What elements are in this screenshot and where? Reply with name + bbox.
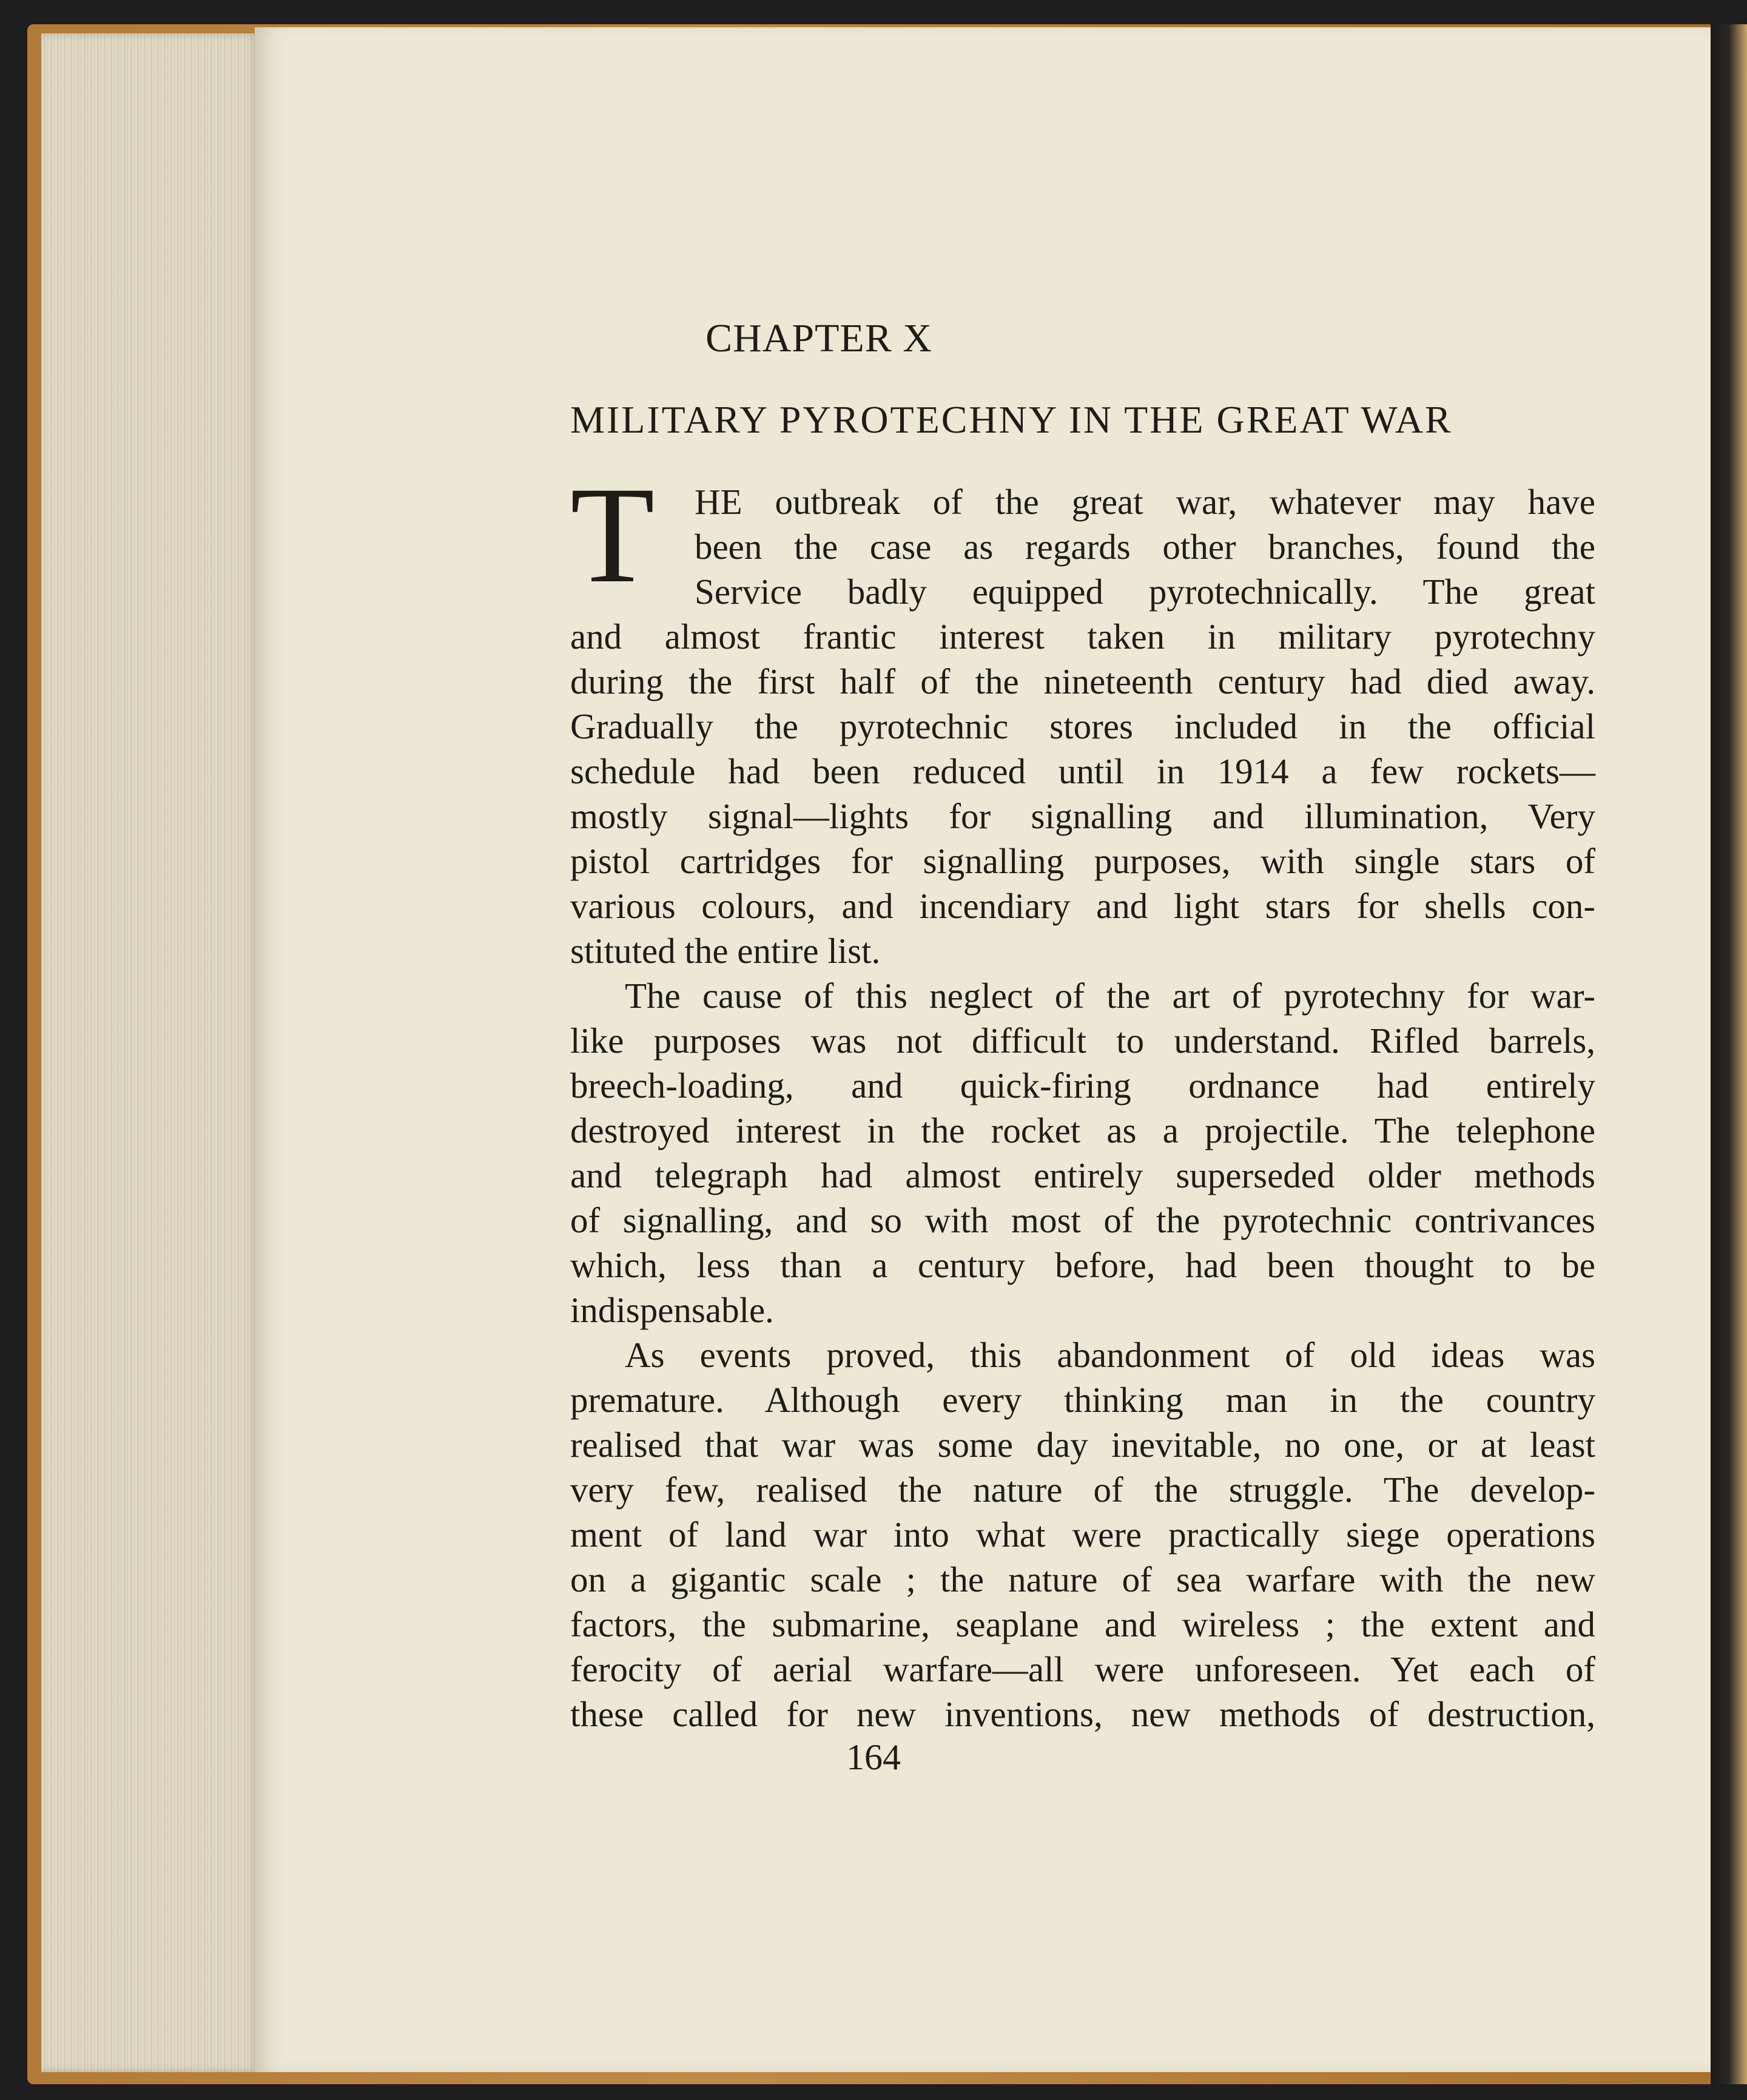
text-line: indispensable. [570,1290,774,1330]
text-line: of signalling, and so with most of the pyrotechnic contrivances [570,1200,1595,1240]
text-line: been the case as regards other branches, found the [695,527,1595,567]
page-number: 164 [846,1737,901,1777]
paragraph-1-dropcap-lines [570,479,1595,614]
text-line: realised that war was some day inevitable, no one, or at least [570,1425,1595,1465]
text-line: Gradually the pyrotechnic stores included in the official [570,706,1595,746]
text-line: pistol cartridges for signalling purposes, with single stars of [570,841,1595,881]
text-line: like purposes was not difficult to understand. Rifled barrels, [570,1021,1595,1061]
chapter-title: MILITARY PYROTECHNY IN THE GREAT WAR [570,398,1453,441]
drop-cap: T [570,459,655,612]
text-line: and almost frantic interest taken in military pyrotechny [570,616,1595,657]
text-line: during the first half of the nineteenth century had died away. [570,661,1595,701]
text-line: As events proved, this abandonment of old ideas was [625,1335,1595,1375]
text-line: mostly signal—lights for signalling and illumination, Very [570,796,1595,836]
text-line: factors, the submarine, seaplane and wireless ; the extent and [570,1604,1595,1644]
text-line: ferocity of aerial warfare—all were unforeseen. Yet each of [570,1649,1595,1689]
text-line: The cause of this neglect of the art of pyrotechny for war- [625,976,1595,1016]
text-line: very few, realised the nature of the struggle. The develop- [570,1470,1595,1510]
text-line: ment of land war into what were practically siege operations [570,1514,1595,1555]
text-line: stituted the entire list. [570,931,881,971]
text-line: on a gigantic scale ; the nature of sea warfare with the new [570,1559,1595,1599]
text-line: these called for new inventions, new methods of destruction, [570,1694,1595,1734]
text-line: various colours, and incendiary and light stars for shells con- [570,886,1595,926]
text-line: schedule had been reduced until in 1914 a few rockets— [570,751,1595,791]
text-line: HE outbreak of the great war, whatever may have [695,482,1595,522]
text-line: premature. Although every thinking man in the country [570,1380,1595,1420]
text-line: breech-loading, and quick-firing ordnance had entirely [570,1065,1595,1106]
body-text [570,479,1595,1737]
text-line: which, less than a century before, had been thought to be [570,1245,1595,1285]
chapter-heading: CHAPTER X [705,316,932,360]
text-line: and telegraph had almost entirely superseded older methods [570,1155,1595,1195]
text-line: Service badly equipped pyrotechnically. The great [695,572,1595,612]
text-line: destroyed interest in the rocket as a projectile. The telephone [570,1110,1595,1150]
